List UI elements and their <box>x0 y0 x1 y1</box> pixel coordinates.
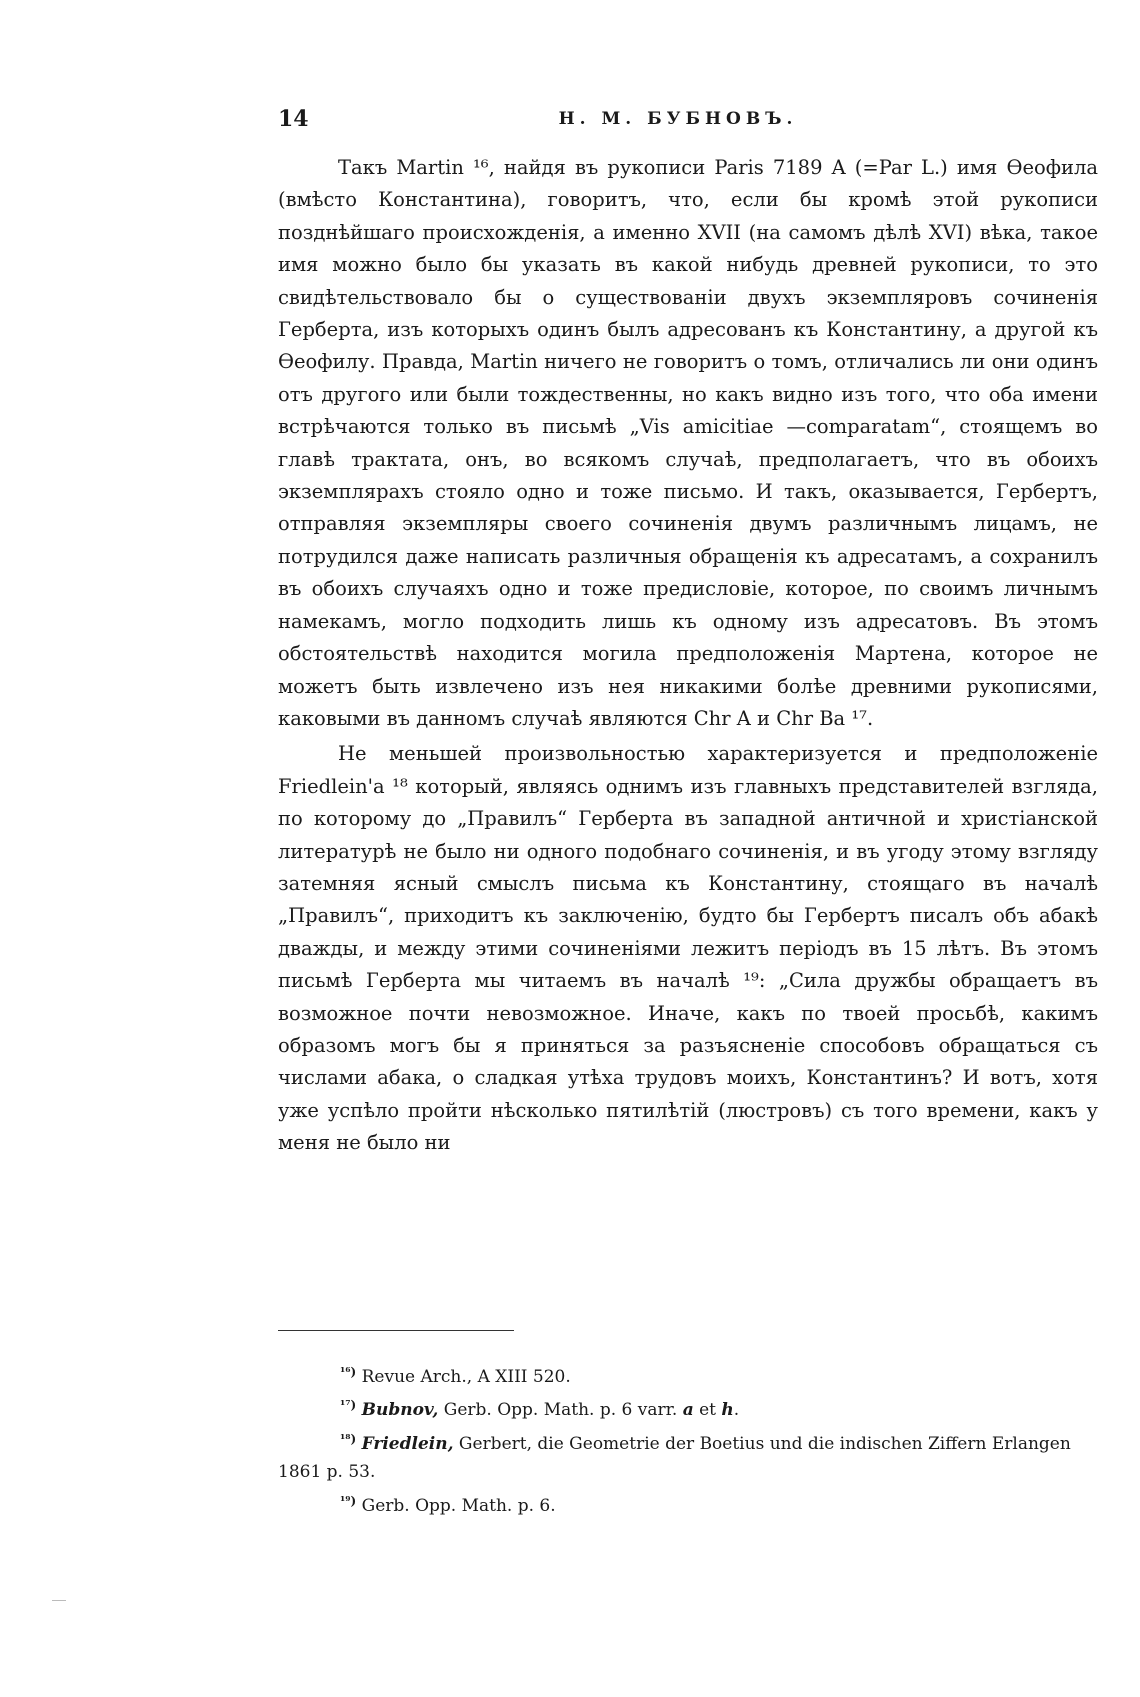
paragraph: Не меньшей произвольностью характеризуется и предположеніе Friedlein'a ¹⁸ который, являясь однимъ изъ главныхъ представителей взгляда, по которому до „Правилъ“ Герберта въ западной античной и христіанской литературѣ не было ни одного подобнаго сочиненія, и въ угоду этому взгляду затемняя ясный смыслъ письма къ Константину, стоящаго въ началѣ „Правилъ“, приходитъ къ заключенію, будто бы Гербертъ писалъ объ абакѣ дважды, и между этими сочиненіями лежитъ періодъ въ 15 лѣтъ. Въ этомъ письмѣ Герберта мы читаемъ въ началѣ ¹⁹: „Сила дружбы обращаетъ въ возможное почти невозможное. Иначе, какъ по твоей просьбѣ, какимъ образомъ могъ бы я приняться за разъясненіе способовъ обращаться съ числами абака, о сладкая утѣха трудовъ моихъ, Константинъ? И вотъ, хотя уже успѣло пройти нѣсколько пятилѣтій (люстровъ) съ того времени, какъ у меня не было ни <box>278 742 1098 1155</box>
footnote-mark: ¹⁹) <box>340 1493 357 1508</box>
running-title: Н. М. БУБНОВЪ. <box>558 109 798 129</box>
page-header <box>278 106 1078 134</box>
page-number: 14 <box>278 106 309 132</box>
footnote-17: $^{^{17})}$ Bubnov, Gerb. Opp. Math. p. 6 varr. a et h. <box>340 1398 740 1421</box>
footnote-text: Gerb. Opp. Math. p. 6 varr. <box>438 1400 683 1421</box>
footnote-text: Revue Arch., A XIII 520. <box>361 1367 571 1387</box>
body-text <box>278 152 1098 1160</box>
footnote-mark: ¹⁸) <box>340 1431 357 1446</box>
footnote-author: Friedlein, <box>361 1433 454 1454</box>
footnote-mark: ¹⁷) <box>340 1398 357 1413</box>
footnote-19 <box>278 1487 1098 1520</box>
footnote-16 <box>278 1358 1098 1391</box>
footnote-separator <box>278 1330 514 1331</box>
footnote-mark: ¹⁶) <box>340 1365 357 1379</box>
footnote-text: Gerbert, die Geometrie der Boetius und die indischen Ziffern Erlangen 1861 p. 53. <box>278 1433 1071 1483</box>
footnotes <box>278 1358 1098 1520</box>
footnote-author: Bubnov, <box>361 1400 439 1421</box>
footnote-text: Gerb. Opp. Math. p. 6. <box>361 1495 556 1516</box>
footnote-18 <box>278 1425 1098 1487</box>
paragraph: Такъ Martin ¹⁶, найдя въ рукописи Paris 7189 A (=Par L.) имя Өеофила (вмѣсто Константина), говоритъ, что, если бы кромѣ этой рукописи позднѣйшаго происхожденія, а именно XVII (на самомъ дѣлѣ XVI) вѣка, такое имя можно было бы указать въ какой нибудь древней рукописи, то это свидѣтельствовало бы о существованіи двухъ экземпляровъ сочиненія Герберта, изъ которыхъ одинъ былъ адресованъ къ Константину, а другой къ Өеофилу. Правда, Martin ничего не говоритъ о томъ, отличались ли они одинъ отъ другого или были тождественны, но какъ видно изъ того, что оба имени встрѣчаются только въ письмѣ „Vis amicitiae —comparatam“, стоящемъ во главѣ трактата, онъ, во всякомъ случаѣ, предполагаетъ, что въ обоихъ экземплярахъ стояло одно и тоже письмо. И такъ, оказывается, Гербертъ, отправляя экземпляры своего сочиненія двумъ различнымъ лицамъ, не потрудился даже написать различныя обращенія къ адресатамъ, а сохранилъ въ обоихъ случаяхъ одно и тоже предисловіе, которое, по своимъ личнымъ намекамъ, могло подходить лишь къ одному изъ адресатовъ. Въ этомъ обстоятельствѣ находится могила предположенія Мартена, которое не можетъ быть извлечено изъ нея никакими болѣе древними рукописями, каковыми въ данномъ случаѣ являются Chr A и Chr Ba ¹⁷. <box>278 156 1098 730</box>
margin-mark <box>52 1600 66 1601</box>
